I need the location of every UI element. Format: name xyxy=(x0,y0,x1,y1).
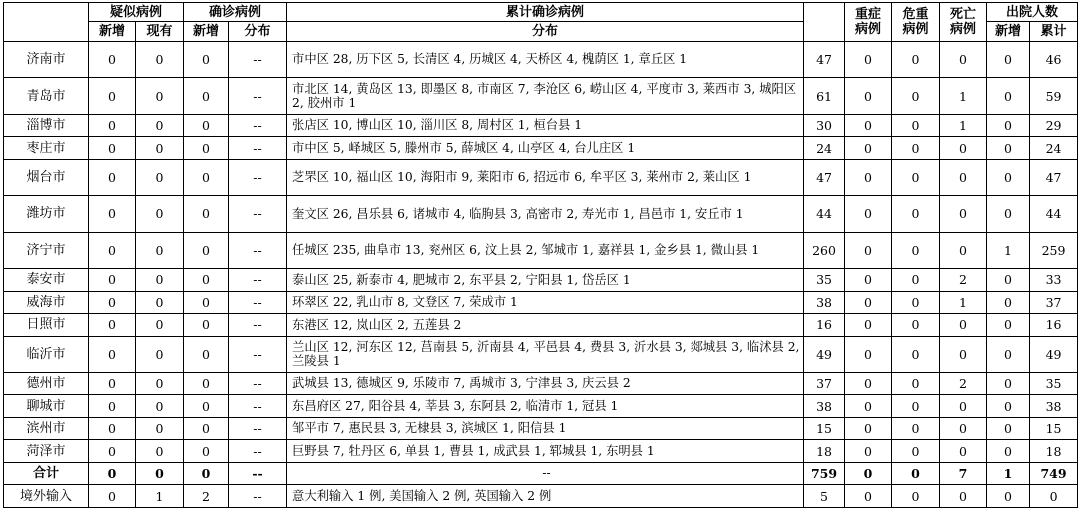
discharged-new: 0 xyxy=(987,291,1030,313)
discharged-new: 1 xyxy=(987,232,1030,268)
region-name: 潍坊市 xyxy=(4,196,89,232)
cumulative-distribution: 张店区 10, 博山区 10, 淄川区 8, 周村区 1, 桓台县 1 xyxy=(287,114,804,136)
region-name: 日照市 xyxy=(4,314,89,336)
cumulative-total: 44 xyxy=(804,196,845,232)
confirmed-distribution: -- xyxy=(229,269,287,291)
critical-count: 0 xyxy=(892,114,940,136)
cumulative-total: 260 xyxy=(804,232,845,268)
cumulative-distribution: 邹平市 7, 惠民县 3, 无棣县 3, 滨城区 1, 阳信县 1 xyxy=(287,417,804,439)
cumulative-distribution: 奎文区 26, 昌乐县 6, 诸城市 4, 临朐县 3, 高密市 2, 寿光市 1, 昌邑市 1, 安丘市 1 xyxy=(287,196,804,232)
death-count: 1 xyxy=(940,291,987,313)
cumulative-total: 61 xyxy=(804,78,845,114)
header-row-1 xyxy=(4,3,1078,22)
confirmed-distribution: -- xyxy=(229,78,287,114)
severe-count: 0 xyxy=(845,395,892,417)
suspected-new: 0 xyxy=(89,78,136,114)
confirmed-distribution: -- xyxy=(229,372,287,394)
critical-count: 0 xyxy=(892,314,940,336)
critical-count: 0 xyxy=(892,440,940,462)
table-row xyxy=(4,269,1078,291)
confirmed-distribution: -- xyxy=(229,137,287,159)
suspected-new: 0 xyxy=(89,314,136,336)
confirmed-distribution: -- xyxy=(229,114,287,136)
discharged-cumulative: 38 xyxy=(1030,395,1078,417)
suspected-current: 0 xyxy=(136,440,184,462)
critical-count: 0 xyxy=(892,291,940,313)
table-row xyxy=(4,137,1078,159)
cumulative-distribution: 任城区 235, 曲阜市 13, 兖州区 6, 汶上县 2, 邹城市 1, 嘉祥县 1, 金乡县 1, 微山县 1 xyxy=(287,232,804,268)
table-row xyxy=(4,78,1078,114)
table-row xyxy=(4,232,1078,268)
cumulative-total: 18 xyxy=(804,440,845,462)
total-row xyxy=(4,462,1078,484)
suspected-current: 0 xyxy=(136,78,184,114)
discharged-cumulative: 46 xyxy=(1030,42,1078,78)
critical-count: 0 xyxy=(892,137,940,159)
death-count: 0 xyxy=(940,137,987,159)
death-count: 7 xyxy=(940,462,987,484)
death-count: 2 xyxy=(940,372,987,394)
cumulative-distribution: 市北区 14, 黄岛区 13, 即墨区 8, 市南区 7, 李沧区 6, 崂山区 4, 平度市 3, 莱西市 3, 城阳区 2, 胶州市 1 xyxy=(287,78,804,114)
region-name: 泰安市 xyxy=(4,269,89,291)
cumulative-distribution: 泰山区 25, 新泰市 4, 肥城市 2, 东平县 2, 宁阳县 1, 岱岳区 1 xyxy=(287,269,804,291)
confirmed-new: 0 xyxy=(184,114,229,136)
confirmed-distribution: -- xyxy=(229,440,287,462)
suspected-new: 0 xyxy=(89,372,136,394)
header-deaths: 死亡 病例 xyxy=(940,3,987,42)
suspected-new: 0 xyxy=(89,291,136,313)
discharged-cumulative: 44 xyxy=(1030,196,1078,232)
confirmed-distribution: -- xyxy=(229,159,287,195)
death-count: 0 xyxy=(940,440,987,462)
discharged-new: 0 xyxy=(987,372,1030,394)
suspected-current: 0 xyxy=(136,291,184,313)
severe-count: 0 xyxy=(845,78,892,114)
cumulative-distribution: 东港区 12, 岚山区 2, 五莲县 2 xyxy=(287,314,804,336)
critical-count: 0 xyxy=(892,372,940,394)
cumulative-distribution: 市中区 28, 历下区 5, 长清区 4, 历城区 4, 天桥区 4, 槐荫区 1, 章丘区 1 xyxy=(287,42,804,78)
discharged-new: 0 xyxy=(987,417,1030,439)
header-discharged: 出院人数 xyxy=(987,3,1078,22)
severe-count: 0 xyxy=(845,336,892,372)
table-row xyxy=(4,372,1078,394)
suspected-new: 0 xyxy=(89,137,136,159)
confirmed-new: 0 xyxy=(184,232,229,268)
suspected-current: 0 xyxy=(136,159,184,195)
cumulative-distribution: 武城县 13, 德城区 9, 乐陵市 7, 禹城市 3, 宁津县 3, 庆云县 2 xyxy=(287,372,804,394)
cumulative-total: 15 xyxy=(804,417,845,439)
header-discharged-cumulative: 累计 xyxy=(1030,22,1078,42)
suspected-current: 0 xyxy=(136,395,184,417)
suspected-new: 0 xyxy=(89,159,136,195)
confirmed-distribution: -- xyxy=(229,395,287,417)
critical-count: 0 xyxy=(892,42,940,78)
region-name: 济宁市 xyxy=(4,232,89,268)
cumulative-total: 37 xyxy=(804,372,845,394)
discharged-cumulative: 18 xyxy=(1030,440,1078,462)
discharged-new: 0 xyxy=(987,114,1030,136)
table-body xyxy=(4,42,1078,508)
severe-count: 0 xyxy=(845,42,892,78)
covid-statistics-table xyxy=(3,2,1078,508)
cumulative-distribution: 巨野县 7, 牡丹区 6, 单县 1, 曹县 1, 成武县 1, 郓城县 1, 东明县 1 xyxy=(287,440,804,462)
suspected-current: 0 xyxy=(136,42,184,78)
header-confirmed: 确诊病例 xyxy=(184,3,287,22)
confirmed-new: 0 xyxy=(184,417,229,439)
region-name: 临沂市 xyxy=(4,336,89,372)
severe-count: 0 xyxy=(845,232,892,268)
discharged-new: 0 xyxy=(987,78,1030,114)
confirmed-distribution: -- xyxy=(229,417,287,439)
header-discharged-new: 新增 xyxy=(987,22,1030,42)
discharged-cumulative: 15 xyxy=(1030,417,1078,439)
suspected-current: 0 xyxy=(136,417,184,439)
cumulative-total: 49 xyxy=(804,336,845,372)
suspected-current: 0 xyxy=(136,314,184,336)
discharged-new: 0 xyxy=(987,137,1030,159)
cumulative-total: 16 xyxy=(804,314,845,336)
suspected-current: 0 xyxy=(136,336,184,372)
table-row xyxy=(4,417,1078,439)
suspected-new: 0 xyxy=(89,485,136,508)
region-name: 合计 xyxy=(4,462,89,484)
discharged-cumulative: 24 xyxy=(1030,137,1078,159)
discharged-cumulative: 259 xyxy=(1030,232,1078,268)
discharged-cumulative: 35 xyxy=(1030,372,1078,394)
confirmed-distribution: -- xyxy=(229,485,287,508)
confirmed-new: 0 xyxy=(184,336,229,372)
confirmed-new: 0 xyxy=(184,314,229,336)
confirmed-new: 2 xyxy=(184,485,229,508)
critical-count: 0 xyxy=(892,395,940,417)
cumulative-total: 38 xyxy=(804,291,845,313)
discharged-cumulative: 16 xyxy=(1030,314,1078,336)
severe-count: 0 xyxy=(845,462,892,484)
header-cumulative-distribution: 分布 xyxy=(287,22,804,42)
cumulative-distribution: 芝罘区 10, 福山区 10, 海阳市 9, 莱阳市 6, 招远市 6, 牟平区 3, 莱州市 2, 莱山区 1 xyxy=(287,159,804,195)
critical-count: 0 xyxy=(892,159,940,195)
confirmed-new: 0 xyxy=(184,440,229,462)
header-suspected-current: 现有 xyxy=(136,22,184,42)
severe-count: 0 xyxy=(845,269,892,291)
cumulative-distribution: 兰山区 12, 河东区 12, 莒南县 5, 沂南县 4, 平邑县 4, 费县 3, 沂水县 3, 郯城县 3, 临沭县 2, 兰陵县 1 xyxy=(287,336,804,372)
critical-count: 0 xyxy=(892,78,940,114)
suspected-new: 0 xyxy=(89,196,136,232)
suspected-new: 0 xyxy=(89,336,136,372)
discharged-new: 0 xyxy=(987,485,1030,508)
region-name: 烟台市 xyxy=(4,159,89,195)
suspected-new: 0 xyxy=(89,462,136,484)
cumulative-total: 47 xyxy=(804,159,845,195)
death-count: 0 xyxy=(940,232,987,268)
severe-count: 0 xyxy=(845,372,892,394)
region-name: 菏泽市 xyxy=(4,440,89,462)
confirmed-new: 0 xyxy=(184,291,229,313)
death-count: 0 xyxy=(940,485,987,508)
confirmed-new: 0 xyxy=(184,78,229,114)
table-row xyxy=(4,314,1078,336)
confirmed-new: 0 xyxy=(184,395,229,417)
region-name: 淄博市 xyxy=(4,114,89,136)
confirmed-distribution: -- xyxy=(229,232,287,268)
region-name: 滨州市 xyxy=(4,417,89,439)
suspected-new: 0 xyxy=(89,395,136,417)
discharged-cumulative: 749 xyxy=(1030,462,1078,484)
critical-count: 0 xyxy=(892,417,940,439)
severe-count: 0 xyxy=(845,137,892,159)
severe-count: 0 xyxy=(845,196,892,232)
death-count: 0 xyxy=(940,196,987,232)
suspected-new: 0 xyxy=(89,440,136,462)
header-suspected: 疑似病例 xyxy=(89,3,184,22)
discharged-new: 0 xyxy=(987,269,1030,291)
cumulative-total: 759 xyxy=(804,462,845,484)
discharged-new: 1 xyxy=(987,462,1030,484)
discharged-new: 0 xyxy=(987,196,1030,232)
region-name: 枣庄市 xyxy=(4,137,89,159)
severe-count: 0 xyxy=(845,314,892,336)
discharged-cumulative: 29 xyxy=(1030,114,1078,136)
suspected-current: 1 xyxy=(136,485,184,508)
death-count: 0 xyxy=(940,395,987,417)
confirmed-distribution: -- xyxy=(229,314,287,336)
confirmed-new: 0 xyxy=(184,159,229,195)
header-severe: 重症 病例 xyxy=(845,3,892,42)
suspected-current: 0 xyxy=(136,196,184,232)
death-count: 0 xyxy=(940,336,987,372)
discharged-cumulative: 59 xyxy=(1030,78,1078,114)
confirmed-new: 0 xyxy=(184,137,229,159)
header-total-spacer xyxy=(804,3,845,42)
suspected-new: 0 xyxy=(89,269,136,291)
critical-count: 0 xyxy=(892,462,940,484)
severe-count: 0 xyxy=(845,417,892,439)
region-name: 济南市 xyxy=(4,42,89,78)
suspected-new: 0 xyxy=(89,417,136,439)
table-row xyxy=(4,196,1078,232)
severe-count: 0 xyxy=(845,440,892,462)
header-cumulative: 累计确诊病例 xyxy=(287,3,804,22)
suspected-new: 0 xyxy=(89,42,136,78)
suspected-new: 0 xyxy=(89,114,136,136)
region-name: 聊城市 xyxy=(4,395,89,417)
cumulative-total: 35 xyxy=(804,269,845,291)
confirmed-distribution: -- xyxy=(229,291,287,313)
suspected-current: 0 xyxy=(136,462,184,484)
header-suspected-new: 新增 xyxy=(89,22,136,42)
critical-count: 0 xyxy=(892,196,940,232)
region-name: 青岛市 xyxy=(4,78,89,114)
death-count: 0 xyxy=(940,417,987,439)
discharged-cumulative: 37 xyxy=(1030,291,1078,313)
cumulative-total: 24 xyxy=(804,137,845,159)
confirmed-distribution: -- xyxy=(229,42,287,78)
confirmed-distribution: -- xyxy=(229,462,287,484)
suspected-new: 0 xyxy=(89,232,136,268)
severe-count: 0 xyxy=(845,159,892,195)
confirmed-new: 0 xyxy=(184,269,229,291)
discharged-new: 0 xyxy=(987,42,1030,78)
critical-count: 0 xyxy=(892,269,940,291)
death-count: 0 xyxy=(940,159,987,195)
table-row xyxy=(4,395,1078,417)
severe-count: 0 xyxy=(845,114,892,136)
table-row xyxy=(4,336,1078,372)
header-region-cell xyxy=(4,3,89,42)
death-count: 0 xyxy=(940,314,987,336)
critical-count: 0 xyxy=(892,232,940,268)
cumulative-distribution: 环翠区 22, 乳山市 8, 文登区 7, 荣成市 1 xyxy=(287,291,804,313)
table-row xyxy=(4,440,1078,462)
region-name: 境外输入 xyxy=(4,485,89,508)
death-count: 0 xyxy=(940,42,987,78)
discharged-cumulative: 0 xyxy=(1030,485,1078,508)
discharged-new: 0 xyxy=(987,314,1030,336)
discharged-new: 0 xyxy=(987,336,1030,372)
cumulative-distribution: 意大利输入 1 例, 美国输入 2 例, 英国输入 2 例 xyxy=(287,485,804,508)
suspected-current: 0 xyxy=(136,232,184,268)
cumulative-distribution: -- xyxy=(287,462,804,484)
header-confirmed-new: 新增 xyxy=(184,22,229,42)
region-name: 威海市 xyxy=(4,291,89,313)
death-count: 1 xyxy=(940,114,987,136)
death-count: 2 xyxy=(940,269,987,291)
region-name: 德州市 xyxy=(4,372,89,394)
discharged-cumulative: 49 xyxy=(1030,336,1078,372)
severe-count: 0 xyxy=(845,485,892,508)
imported-row xyxy=(4,485,1078,508)
severe-count: 0 xyxy=(845,291,892,313)
cumulative-distribution: 东昌府区 27, 阳谷县 4, 莘县 3, 东阿县 2, 临清市 1, 冠县 1 xyxy=(287,395,804,417)
critical-count: 0 xyxy=(892,485,940,508)
discharged-new: 0 xyxy=(987,159,1030,195)
confirmed-new: 0 xyxy=(184,196,229,232)
suspected-current: 0 xyxy=(136,269,184,291)
suspected-current: 0 xyxy=(136,114,184,136)
cumulative-total: 38 xyxy=(804,395,845,417)
confirmed-distribution: -- xyxy=(229,336,287,372)
cumulative-total: 30 xyxy=(804,114,845,136)
table-row xyxy=(4,114,1078,136)
cumulative-distribution: 市中区 5, 峄城区 5, 滕州市 5, 薛城区 4, 山亭区 4, 台儿庄区 1 xyxy=(287,137,804,159)
death-count: 1 xyxy=(940,78,987,114)
discharged-new: 0 xyxy=(987,395,1030,417)
table-row xyxy=(4,159,1078,195)
critical-count: 0 xyxy=(892,336,940,372)
header-confirmed-distribution: 分布 xyxy=(229,22,287,42)
cumulative-total: 5 xyxy=(804,485,845,508)
suspected-current: 0 xyxy=(136,372,184,394)
discharged-cumulative: 47 xyxy=(1030,159,1078,195)
confirmed-new: 0 xyxy=(184,372,229,394)
discharged-new: 0 xyxy=(987,440,1030,462)
discharged-cumulative: 33 xyxy=(1030,269,1078,291)
confirmed-distribution: -- xyxy=(229,196,287,232)
cumulative-total: 47 xyxy=(804,42,845,78)
suspected-current: 0 xyxy=(136,137,184,159)
table-row xyxy=(4,42,1078,78)
confirmed-new: 0 xyxy=(184,462,229,484)
confirmed-new: 0 xyxy=(184,42,229,78)
header-critical: 危重 病例 xyxy=(892,3,940,42)
table-row xyxy=(4,291,1078,313)
